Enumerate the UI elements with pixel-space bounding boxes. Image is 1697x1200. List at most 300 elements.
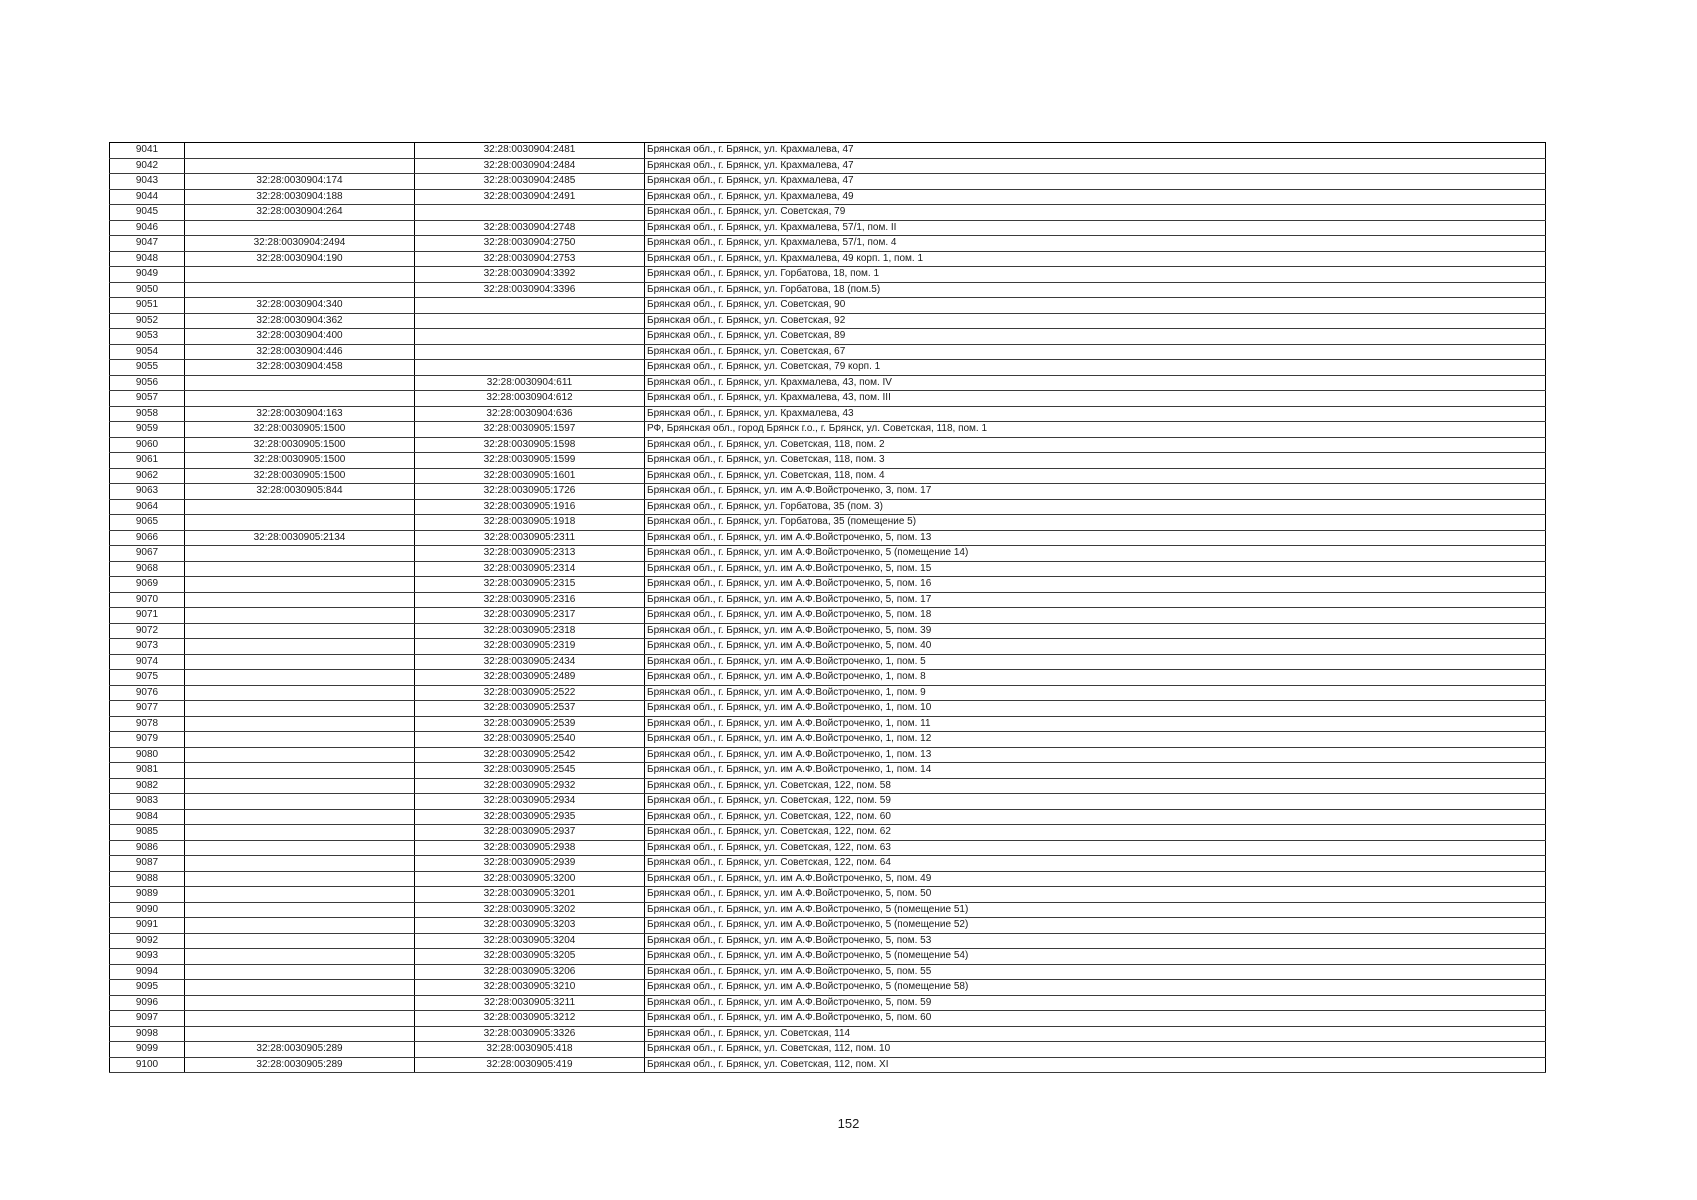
- address-cell: Брянская обл., г. Брянск, ул. им А.Ф.Войстроченко, 5 (помещение 52): [645, 918, 1546, 934]
- table-row: [110, 902, 1546, 918]
- table-row: [110, 143, 1546, 159]
- page-number: 152: [837, 1116, 860, 1131]
- cadastral-number-cell: 32:28:0030905:3211: [415, 995, 645, 1011]
- cadastral-number-cell: 32:28:0030905:3201: [415, 887, 645, 903]
- parent-cadastral-number-cell: [185, 515, 415, 531]
- address-cell: Брянская обл., г. Брянск, ул. им А.Ф.Войстроченко, 5, пом. 13: [645, 530, 1546, 546]
- table-row: [110, 344, 1546, 360]
- table-row: [110, 716, 1546, 732]
- cadastral-number-cell: 32:28:0030905:2316: [415, 592, 645, 608]
- cadastral-number-cell: [415, 360, 645, 376]
- address-cell: Брянская обл., г. Брянск, ул. Горбатова, 18, пом. 1: [645, 267, 1546, 283]
- address-cell: Брянская обл., г. Брянск, ул. Советская, 118, пом. 3: [645, 453, 1546, 469]
- table-row: [110, 484, 1546, 500]
- address-cell: Брянская обл., г. Брянск, ул. им А.Ф.Войстроченко, 1, пом. 5: [645, 654, 1546, 670]
- table-row: [110, 825, 1546, 841]
- cadastral-number-cell: 32:28:0030905:418: [415, 1042, 645, 1058]
- parent-cadastral-number-cell: [185, 980, 415, 996]
- parent-cadastral-number-cell: 32:28:0030905:1500: [185, 422, 415, 438]
- cadastral-number-cell: 32:28:0030905:3204: [415, 933, 645, 949]
- row-number-cell: 9041: [110, 143, 185, 159]
- table-row: [110, 871, 1546, 887]
- address-cell: Брянская обл., г. Брянск, ул. Советская, 122, пом. 62: [645, 825, 1546, 841]
- address-cell: Брянская обл., г. Брянск, ул. Советская, 122, пом. 63: [645, 840, 1546, 856]
- address-cell: Брянская обл., г. Брянск, ул. им А.Ф.Войстроченко, 5, пом. 53: [645, 933, 1546, 949]
- cadastral-number-cell: 32:28:0030905:419: [415, 1057, 645, 1073]
- cadastral-number-cell: 32:28:0030905:2318: [415, 623, 645, 639]
- parent-cadastral-number-cell: 32:28:0030905:289: [185, 1042, 415, 1058]
- table-row: [110, 608, 1546, 624]
- row-number-cell: 9085: [110, 825, 185, 841]
- address-cell: Брянская обл., г. Брянск, ул. Советская, 89: [645, 329, 1546, 345]
- table-row: [110, 453, 1546, 469]
- address-cell: Брянская обл., г. Брянск, ул. им А.Ф.Войстроченко, 3, пом. 17: [645, 484, 1546, 500]
- row-number-cell: 9048: [110, 251, 185, 267]
- parent-cadastral-number-cell: 32:28:0030904:190: [185, 251, 415, 267]
- row-number-cell: 9049: [110, 267, 185, 283]
- table-row: [110, 515, 1546, 531]
- parent-cadastral-number-cell: [185, 670, 415, 686]
- parent-cadastral-number-cell: [185, 918, 415, 934]
- cadastral-number-cell: 32:28:0030905:2522: [415, 685, 645, 701]
- cadastral-number-cell: 32:28:0030905:2932: [415, 778, 645, 794]
- parent-cadastral-number-cell: [185, 375, 415, 391]
- parent-cadastral-number-cell: 32:28:0030904:340: [185, 298, 415, 314]
- cadastral-number-cell: 32:28:0030905:2938: [415, 840, 645, 856]
- parent-cadastral-number-cell: [185, 577, 415, 593]
- address-cell: Брянская обл., г. Брянск, ул. Крахмалева, 47: [645, 158, 1546, 174]
- row-number-cell: 9064: [110, 499, 185, 515]
- row-number-cell: 9062: [110, 468, 185, 484]
- row-number-cell: 9063: [110, 484, 185, 500]
- address-cell: Брянская обл., г. Брянск, ул. Советская, 79: [645, 205, 1546, 221]
- table-row: [110, 980, 1546, 996]
- address-cell: Брянская обл., г. Брянск, ул. им А.Ф.Войстроченко, 5 (помещение 54): [645, 949, 1546, 965]
- table-row: [110, 158, 1546, 174]
- row-number-cell: 9074: [110, 654, 185, 670]
- address-cell: Брянская обл., г. Брянск, ул. им А.Ф.Войстроченко, 5 (помещение 58): [645, 980, 1546, 996]
- row-number-cell: 9090: [110, 902, 185, 918]
- table-row: [110, 329, 1546, 345]
- row-number-cell: 9093: [110, 949, 185, 965]
- row-number-cell: 9056: [110, 375, 185, 391]
- parent-cadastral-number-cell: [185, 732, 415, 748]
- cadastral-number-cell: [415, 298, 645, 314]
- parent-cadastral-number-cell: [185, 871, 415, 887]
- cadastral-number-cell: 32:28:0030905:2314: [415, 561, 645, 577]
- address-cell: Брянская обл., г. Брянск, ул. Крахмалева, 49: [645, 189, 1546, 205]
- row-number-cell: 9071: [110, 608, 185, 624]
- address-cell: Брянская обл., г. Брянск, ул. им А.Ф.Войстроченко, 5, пом. 50: [645, 887, 1546, 903]
- row-number-cell: 9077: [110, 701, 185, 717]
- cadastral-number-cell: 32:28:0030905:1601: [415, 468, 645, 484]
- parent-cadastral-number-cell: 32:28:0030904:163: [185, 406, 415, 422]
- cadastral-number-cell: [415, 344, 645, 360]
- row-number-cell: 9066: [110, 530, 185, 546]
- address-cell: Брянская обл., г. Брянск, ул. Горбатова, 35 (помещение 5): [645, 515, 1546, 531]
- address-cell: Брянская обл., г. Брянск, ул. им А.Ф.Войстроченко, 5, пом. 55: [645, 964, 1546, 980]
- cadastral-number-cell: 32:28:0030904:3392: [415, 267, 645, 283]
- row-number-cell: 9043: [110, 174, 185, 190]
- parent-cadastral-number-cell: 32:28:0030905:1500: [185, 453, 415, 469]
- parent-cadastral-number-cell: [185, 949, 415, 965]
- address-cell: Брянская обл., г. Брянск, ул. им А.Ф.Войстроченко, 1, пом. 8: [645, 670, 1546, 686]
- cadastral-number-cell: 32:28:0030905:3212: [415, 1011, 645, 1027]
- table-row: [110, 267, 1546, 283]
- table-row: [110, 995, 1546, 1011]
- parent-cadastral-number-cell: [185, 747, 415, 763]
- row-number-cell: 9044: [110, 189, 185, 205]
- table-row: [110, 918, 1546, 934]
- address-cell: Брянская обл., г. Брянск, ул. им А.Ф.Войстроченко, 1, пом. 13: [645, 747, 1546, 763]
- cadastral-number-cell: 32:28:0030904:2485: [415, 174, 645, 190]
- cadastral-number-cell: 32:28:0030905:3203: [415, 918, 645, 934]
- cadastral-number-cell: 32:28:0030905:2539: [415, 716, 645, 732]
- table-row: [110, 437, 1546, 453]
- address-cell: Брянская обл., г. Брянск, ул. им А.Ф.Войстроченко, 5, пом. 18: [645, 608, 1546, 624]
- parent-cadastral-number-cell: 32:28:0030905:1500: [185, 437, 415, 453]
- table-row: [110, 747, 1546, 763]
- row-number-cell: 9097: [110, 1011, 185, 1027]
- table-row: [110, 949, 1546, 965]
- address-cell: Брянская обл., г. Брянск, ул. им А.Ф.Войстроченко, 5, пом. 17: [645, 592, 1546, 608]
- cadastral-number-cell: 32:28:0030905:1597: [415, 422, 645, 438]
- row-number-cell: 9058: [110, 406, 185, 422]
- parent-cadastral-number-cell: [185, 995, 415, 1011]
- address-cell: Брянская обл., г. Брянск, ул. Советская, 67: [645, 344, 1546, 360]
- cadastral-number-cell: 32:28:0030905:2542: [415, 747, 645, 763]
- cadastral-number-cell: 32:28:0030905:2935: [415, 809, 645, 825]
- parent-cadastral-number-cell: 32:28:0030905:289: [185, 1057, 415, 1073]
- table-row: [110, 298, 1546, 314]
- cadastral-number-cell: 32:28:0030905:1916: [415, 499, 645, 515]
- cadastral-number-cell: 32:28:0030905:3206: [415, 964, 645, 980]
- parent-cadastral-number-cell: [185, 933, 415, 949]
- row-number-cell: 9067: [110, 546, 185, 562]
- row-number-cell: 9047: [110, 236, 185, 252]
- table-row: [110, 174, 1546, 190]
- cadastral-number-cell: 32:28:0030905:3205: [415, 949, 645, 965]
- parent-cadastral-number-cell: [185, 701, 415, 717]
- table-row: [110, 840, 1546, 856]
- row-number-cell: 9059: [110, 422, 185, 438]
- address-cell: Брянская обл., г. Брянск, ул. Крахмалева, 43, пом. IV: [645, 375, 1546, 391]
- table-row: [110, 887, 1546, 903]
- parent-cadastral-number-cell: 32:28:0030904:362: [185, 313, 415, 329]
- table-row: [110, 670, 1546, 686]
- cadastral-number-cell: 32:28:0030905:2934: [415, 794, 645, 810]
- cadastral-number-cell: 32:28:0030905:2939: [415, 856, 645, 872]
- cadastral-number-cell: 32:28:0030905:3326: [415, 1026, 645, 1042]
- address-cell: Брянская обл., г. Брянск, ул. Крахмалева, 47: [645, 174, 1546, 190]
- address-cell: Брянская обл., г. Брянск, ул. им А.Ф.Войстроченко, 5, пом. 16: [645, 577, 1546, 593]
- table-row: [110, 313, 1546, 329]
- parent-cadastral-number-cell: 32:28:0030904:458: [185, 360, 415, 376]
- address-cell: Брянская обл., г. Брянск, ул. Советская, 122, пом. 60: [645, 809, 1546, 825]
- address-cell: Брянская обл., г. Брянск, ул. Крахмалева, 57/1, пом. 4: [645, 236, 1546, 252]
- parent-cadastral-number-cell: [185, 546, 415, 562]
- table-row: [110, 391, 1546, 407]
- parent-cadastral-number-cell: [185, 685, 415, 701]
- parent-cadastral-number-cell: [185, 809, 415, 825]
- parent-cadastral-number-cell: 32:28:0030904:400: [185, 329, 415, 345]
- parent-cadastral-number-cell: [185, 143, 415, 159]
- address-cell: Брянская обл., г. Брянск, ул. Горбатова, 18 (пом.5): [645, 282, 1546, 298]
- table-row: [110, 701, 1546, 717]
- row-number-cell: 9076: [110, 685, 185, 701]
- table-row: [110, 933, 1546, 949]
- cadastral-number-cell: 32:28:0030904:636: [415, 406, 645, 422]
- cadastral-number-cell: 32:28:0030905:2317: [415, 608, 645, 624]
- address-cell: Брянская обл., г. Брянск, ул. Советская, 92: [645, 313, 1546, 329]
- table-row: [110, 1011, 1546, 1027]
- parent-cadastral-number-cell: 32:28:0030904:446: [185, 344, 415, 360]
- address-cell: Брянская обл., г. Брянск, ул. Советская, 112, пом. 10: [645, 1042, 1546, 1058]
- row-number-cell: 9072: [110, 623, 185, 639]
- table-row: [110, 561, 1546, 577]
- address-cell: Брянская обл., г. Брянск, ул. Советская, 122, пом. 64: [645, 856, 1546, 872]
- row-number-cell: 9069: [110, 577, 185, 593]
- address-cell: РФ, Брянская обл., город Брянск г.о., г. Брянск, ул. Советская, 118, пом. 1: [645, 422, 1546, 438]
- table-row: [110, 856, 1546, 872]
- parent-cadastral-number-cell: [185, 856, 415, 872]
- cadastral-number-cell: 32:28:0030905:1918: [415, 515, 645, 531]
- cadastral-number-cell: 32:28:0030905:2545: [415, 763, 645, 779]
- row-number-cell: 9082: [110, 778, 185, 794]
- parent-cadastral-number-cell: [185, 499, 415, 515]
- address-cell: Брянская обл., г. Брянск, ул. им А.Ф.Войстроченко, 1, пом. 12: [645, 732, 1546, 748]
- parent-cadastral-number-cell: [185, 282, 415, 298]
- parent-cadastral-number-cell: [185, 902, 415, 918]
- row-number-cell: 9070: [110, 592, 185, 608]
- address-cell: Брянская обл., г. Брянск, ул. им А.Ф.Войстроченко, 1, пом. 10: [645, 701, 1546, 717]
- cadastral-number-cell: 32:28:0030905:2319: [415, 639, 645, 655]
- parent-cadastral-number-cell: 32:28:0030904:264: [185, 205, 415, 221]
- cadastral-number-cell: [415, 205, 645, 221]
- address-cell: Брянская обл., г. Брянск, ул. Крахмалева, 43: [645, 406, 1546, 422]
- table-row: [110, 360, 1546, 376]
- row-number-cell: 9099: [110, 1042, 185, 1058]
- row-number-cell: 9091: [110, 918, 185, 934]
- parent-cadastral-number-cell: [185, 825, 415, 841]
- address-cell: Брянская обл., г. Брянск, ул. им А.Ф.Войстроченко, 5, пом. 49: [645, 871, 1546, 887]
- parent-cadastral-number-cell: 32:28:0030904:174: [185, 174, 415, 190]
- row-number-cell: 9098: [110, 1026, 185, 1042]
- address-cell: Брянская обл., г. Брянск, ул. Крахмалева, 47: [645, 143, 1546, 159]
- address-cell: Брянская обл., г. Брянск, ул. им А.Ф.Войстроченко, 5, пом. 40: [645, 639, 1546, 655]
- table-row: [110, 1042, 1546, 1058]
- row-number-cell: 9065: [110, 515, 185, 531]
- table-row: [110, 422, 1546, 438]
- address-cell: Брянская обл., г. Брянск, ул. Советская, 122, пом. 59: [645, 794, 1546, 810]
- address-cell: Брянская обл., г. Брянск, ул. Советская, 114: [645, 1026, 1546, 1042]
- register-table: [109, 142, 1546, 1073]
- row-number-cell: 9050: [110, 282, 185, 298]
- cadastral-number-cell: 32:28:0030905:2489: [415, 670, 645, 686]
- table-row: [110, 1026, 1546, 1042]
- parent-cadastral-number-cell: [185, 561, 415, 577]
- row-number-cell: 9080: [110, 747, 185, 763]
- cadastral-number-cell: 32:28:0030904:2750: [415, 236, 645, 252]
- address-cell: Брянская обл., г. Брянск, ул. Советская, 122, пом. 58: [645, 778, 1546, 794]
- row-number-cell: 9094: [110, 964, 185, 980]
- cadastral-number-cell: 32:28:0030904:2748: [415, 220, 645, 236]
- parent-cadastral-number-cell: [185, 220, 415, 236]
- register-table-body: [110, 143, 1546, 1073]
- table-row: [110, 654, 1546, 670]
- parent-cadastral-number-cell: [185, 158, 415, 174]
- address-cell: Брянская обл., г. Брянск, ул. Советская, 118, пом. 2: [645, 437, 1546, 453]
- address-cell: Брянская обл., г. Брянск, ул. Советская, 90: [645, 298, 1546, 314]
- row-number-cell: 9079: [110, 732, 185, 748]
- address-cell: Брянская обл., г. Брянск, ул. им А.Ф.Войстроченко, 1, пом. 11: [645, 716, 1546, 732]
- table-row: [110, 530, 1546, 546]
- row-number-cell: 9089: [110, 887, 185, 903]
- table-row: [110, 778, 1546, 794]
- row-number-cell: 9081: [110, 763, 185, 779]
- address-cell: Брянская обл., г. Брянск, ул. им А.Ф.Войстроченко, 5 (помещение 14): [645, 546, 1546, 562]
- address-cell: Брянская обл., г. Брянск, ул. Крахмалева, 57/1, пом. II: [645, 220, 1546, 236]
- row-number-cell: 9083: [110, 794, 185, 810]
- row-number-cell: 9053: [110, 329, 185, 345]
- cadastral-number-cell: 32:28:0030905:2540: [415, 732, 645, 748]
- cadastral-number-cell: 32:28:0030905:1599: [415, 453, 645, 469]
- cadastral-number-cell: 32:28:0030904:2753: [415, 251, 645, 267]
- table-row: [110, 205, 1546, 221]
- table-row: [110, 546, 1546, 562]
- cadastral-number-cell: [415, 329, 645, 345]
- table-row: [110, 375, 1546, 391]
- parent-cadastral-number-cell: 32:28:0030905:1500: [185, 468, 415, 484]
- cadastral-number-cell: 32:28:0030905:2313: [415, 546, 645, 562]
- parent-cadastral-number-cell: 32:28:0030905:844: [185, 484, 415, 500]
- address-cell: Брянская обл., г. Брянск, ул. Советская, 112, пом. XI: [645, 1057, 1546, 1073]
- table-row: [110, 732, 1546, 748]
- parent-cadastral-number-cell: [185, 716, 415, 732]
- cadastral-number-cell: 32:28:0030905:2537: [415, 701, 645, 717]
- parent-cadastral-number-cell: [185, 639, 415, 655]
- row-number-cell: 9095: [110, 980, 185, 996]
- address-cell: Брянская обл., г. Брянск, ул. Советская, 79 корп. 1: [645, 360, 1546, 376]
- address-cell: Брянская обл., г. Брянск, ул. им А.Ф.Войстроченко, 5 (помещение 51): [645, 902, 1546, 918]
- table-row: [110, 499, 1546, 515]
- parent-cadastral-number-cell: [185, 1011, 415, 1027]
- table-row: [110, 964, 1546, 980]
- cadastral-number-cell: 32:28:0030904:2491: [415, 189, 645, 205]
- row-number-cell: 9084: [110, 809, 185, 825]
- address-cell: Брянская обл., г. Брянск, ул. им А.Ф.Войстроченко, 1, пом. 14: [645, 763, 1546, 779]
- cadastral-number-cell: 32:28:0030905:1598: [415, 437, 645, 453]
- parent-cadastral-number-cell: 32:28:0030904:2494: [185, 236, 415, 252]
- cadastral-number-cell: 32:28:0030905:2937: [415, 825, 645, 841]
- cadastral-number-cell: 32:28:0030905:2315: [415, 577, 645, 593]
- parent-cadastral-number-cell: [185, 794, 415, 810]
- row-number-cell: 9096: [110, 995, 185, 1011]
- cadastral-number-cell: 32:28:0030904:2484: [415, 158, 645, 174]
- cadastral-number-cell: 32:28:0030905:2434: [415, 654, 645, 670]
- parent-cadastral-number-cell: [185, 267, 415, 283]
- row-number-cell: 9060: [110, 437, 185, 453]
- parent-cadastral-number-cell: [185, 654, 415, 670]
- parent-cadastral-number-cell: 32:28:0030904:188: [185, 189, 415, 205]
- cadastral-number-cell: 32:28:0030904:611: [415, 375, 645, 391]
- table-row: [110, 220, 1546, 236]
- parent-cadastral-number-cell: [185, 592, 415, 608]
- row-number-cell: 9051: [110, 298, 185, 314]
- parent-cadastral-number-cell: [185, 840, 415, 856]
- address-cell: Брянская обл., г. Брянск, ул. им А.Ф.Войстроченко, 1, пом. 9: [645, 685, 1546, 701]
- cadastral-number-cell: 32:28:0030904:2481: [415, 143, 645, 159]
- table-row: [110, 763, 1546, 779]
- table-row: [110, 1057, 1546, 1073]
- row-number-cell: 9045: [110, 205, 185, 221]
- row-number-cell: 9087: [110, 856, 185, 872]
- parent-cadastral-number-cell: 32:28:0030905:2134: [185, 530, 415, 546]
- parent-cadastral-number-cell: [185, 887, 415, 903]
- table-row: [110, 468, 1546, 484]
- address-cell: Брянская обл., г. Брянск, ул. им А.Ф.Войстроченко, 5, пом. 39: [645, 623, 1546, 639]
- row-number-cell: 9042: [110, 158, 185, 174]
- row-number-cell: 9068: [110, 561, 185, 577]
- row-number-cell: 9052: [110, 313, 185, 329]
- table-row: [110, 282, 1546, 298]
- address-cell: Брянская обл., г. Брянск, ул. им А.Ф.Войстроченко, 5, пом. 60: [645, 1011, 1546, 1027]
- parent-cadastral-number-cell: [185, 608, 415, 624]
- table-row: [110, 809, 1546, 825]
- cadastral-number-cell: [415, 313, 645, 329]
- address-cell: Брянская обл., г. Брянск, ул. Крахмалева, 43, пом. III: [645, 391, 1546, 407]
- table-row: [110, 794, 1546, 810]
- table-row: [110, 577, 1546, 593]
- address-cell: Брянская обл., г. Брянск, ул. Горбатова, 35 (пом. 3): [645, 499, 1546, 515]
- parent-cadastral-number-cell: [185, 763, 415, 779]
- row-number-cell: 9073: [110, 639, 185, 655]
- row-number-cell: 9054: [110, 344, 185, 360]
- cadastral-number-cell: 32:28:0030905:3210: [415, 980, 645, 996]
- parent-cadastral-number-cell: [185, 623, 415, 639]
- parent-cadastral-number-cell: [185, 391, 415, 407]
- cadastral-number-cell: 32:28:0030905:3202: [415, 902, 645, 918]
- cadastral-number-cell: 32:28:0030905:1726: [415, 484, 645, 500]
- table-row: [110, 406, 1546, 422]
- table-row: [110, 592, 1546, 608]
- table-row: [110, 639, 1546, 655]
- row-number-cell: 9055: [110, 360, 185, 376]
- parent-cadastral-number-cell: [185, 1026, 415, 1042]
- table-row: [110, 236, 1546, 252]
- address-cell: Брянская обл., г. Брянск, ул. им А.Ф.Войстроченко, 5, пом. 59: [645, 995, 1546, 1011]
- row-number-cell: 9092: [110, 933, 185, 949]
- row-number-cell: 9078: [110, 716, 185, 732]
- parent-cadastral-number-cell: [185, 778, 415, 794]
- cadastral-number-cell: 32:28:0030905:2311: [415, 530, 645, 546]
- table-row: [110, 685, 1546, 701]
- address-cell: Брянская обл., г. Брянск, ул. Советская, 118, пом. 4: [645, 468, 1546, 484]
- row-number-cell: 9088: [110, 871, 185, 887]
- row-number-cell: 9100: [110, 1057, 185, 1073]
- address-cell: Брянская обл., г. Брянск, ул. Крахмалева, 49 корп. 1, пом. 1: [645, 251, 1546, 267]
- row-number-cell: 9057: [110, 391, 185, 407]
- table-row: [110, 189, 1546, 205]
- cadastral-number-cell: 32:28:0030904:612: [415, 391, 645, 407]
- table-row: [110, 623, 1546, 639]
- row-number-cell: 9046: [110, 220, 185, 236]
- cadastral-number-cell: 32:28:0030904:3396: [415, 282, 645, 298]
- row-number-cell: 9086: [110, 840, 185, 856]
- row-number-cell: 9075: [110, 670, 185, 686]
- cadastral-number-cell: 32:28:0030905:3200: [415, 871, 645, 887]
- row-number-cell: 9061: [110, 453, 185, 469]
